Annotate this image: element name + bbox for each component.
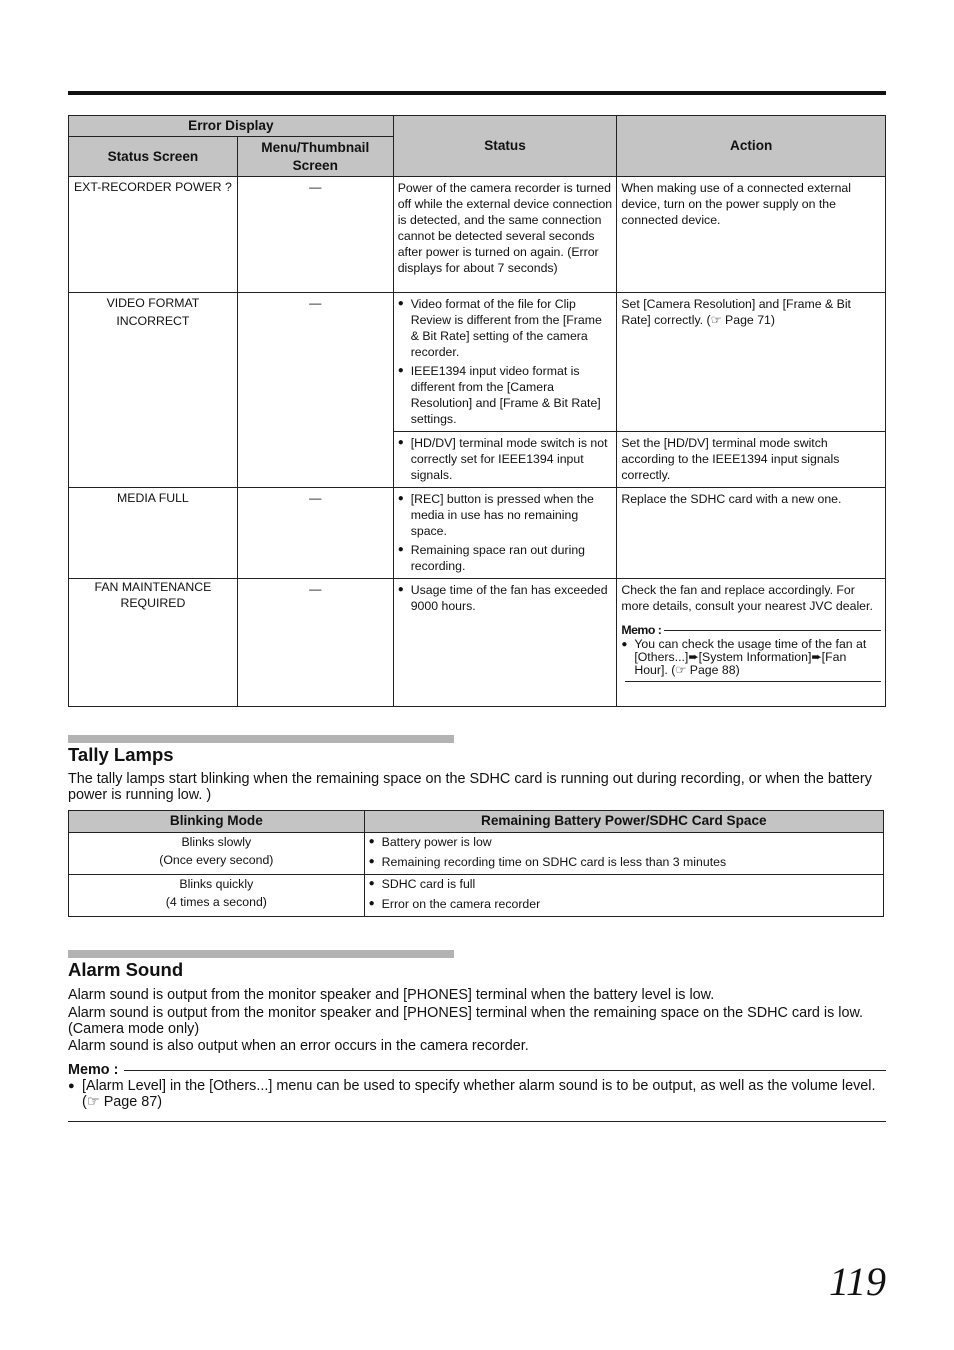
menu-cell: — bbox=[237, 177, 393, 293]
menu-cell: — bbox=[237, 488, 393, 579]
memo-bottom-rule bbox=[625, 681, 881, 682]
list-item: ● Battery power is low bbox=[369, 833, 879, 851]
action-cell bbox=[617, 579, 886, 707]
table-row bbox=[69, 293, 886, 432]
action-text: Check the fan and replace accordingly. For more details, consult your nearest JVC dealer. bbox=[621, 583, 873, 613]
list-item: ● Remaining space ran out during recording. bbox=[398, 542, 613, 574]
action-cell: When making use of a connected external device, turn on the power supply on the connected device. bbox=[617, 177, 886, 293]
alarm-memo bbox=[68, 1062, 886, 1110]
status-screen-cell: FAN MAINTENANCE REQUIRED bbox=[69, 579, 238, 707]
status-cell bbox=[393, 488, 617, 579]
tally-lamps-heading: Tally Lamps bbox=[68, 744, 174, 765]
list-item: ● SDHC card is full bbox=[369, 875, 879, 893]
table-row bbox=[69, 579, 886, 707]
mode-line: (4 times a second) bbox=[165, 895, 267, 909]
section-bar bbox=[68, 735, 454, 743]
mode-line: Blinks slowly bbox=[181, 835, 252, 849]
header-action: Action bbox=[617, 116, 886, 177]
list-item: ● Error on the camera recorder bbox=[369, 895, 879, 913]
status-cell bbox=[393, 579, 617, 707]
memo-bottom-rule bbox=[68, 1121, 886, 1122]
top-rule bbox=[68, 91, 886, 95]
menu-cell: — bbox=[237, 579, 393, 707]
list-item: ● [REC] button is pressed when the media in use has no remaining space. bbox=[398, 491, 613, 539]
list-item: ● [Alarm Level] in the [Others...] menu can be used to specify whether alarm sound is to be output, as well as the volume level. (☞ Page 87) bbox=[68, 1078, 886, 1110]
alarm-paragraph: Alarm sound is also output when an error occurs in the camera recorder. bbox=[68, 1038, 529, 1054]
header-status-screen: Status Screen bbox=[69, 137, 238, 177]
list-item: ● You can check the usage time of the fan at [Others...]➨[System Information]➨[Fan Hour]. (☞ Page 88) bbox=[621, 638, 881, 677]
action-cell: Set the [HD/DV] terminal mode switch according to the IEEE1394 input signals correctly. bbox=[617, 432, 886, 488]
memo-rule bbox=[664, 630, 881, 631]
remaining-cell bbox=[364, 833, 883, 875]
alarm-sound-heading: Alarm Sound bbox=[68, 959, 184, 980]
list-item: ● Usage time of the fan has exceeded 9000 hours. bbox=[398, 582, 613, 614]
blinking-mode-cell bbox=[69, 833, 365, 875]
header-menu-thumbnail: Menu/Thumbnail Screen bbox=[237, 137, 393, 177]
header-error-display: Error Display bbox=[69, 116, 394, 137]
tally-intro: The tally lamps start blinking when the remaining space on the SDHC card is running out during recording, or when the battery power is running low. ) bbox=[68, 771, 872, 803]
table-row bbox=[69, 875, 884, 917]
memo-label: Memo : bbox=[68, 1062, 119, 1078]
mode-line: (Once every second) bbox=[159, 853, 274, 867]
list-item: ● Remaining recording time on SDHC card is less than 3 minutes bbox=[369, 853, 879, 871]
table-row bbox=[69, 833, 884, 875]
section-bar bbox=[68, 950, 454, 958]
memo-heading bbox=[621, 622, 881, 638]
mode-line: Blinks quickly bbox=[179, 877, 254, 891]
status-cell bbox=[393, 293, 617, 432]
memo-box bbox=[621, 622, 881, 682]
table-row bbox=[69, 488, 886, 579]
action-cell: Set [Camera Resolution] and [Frame & Bit Rate] correctly. (☞ Page 71) bbox=[617, 293, 886, 432]
error-display-table bbox=[68, 115, 886, 707]
status-screen-cell: EXT-RECORDER POWER ? bbox=[69, 177, 238, 293]
tally-lamps-table bbox=[68, 810, 884, 917]
alarm-paragraph: Alarm sound is output from the monitor speaker and [PHONES] terminal when the battery level is low. bbox=[68, 987, 715, 1003]
header-blinking-mode: Blinking Mode bbox=[69, 811, 365, 833]
memo-label: Memo : bbox=[621, 623, 662, 637]
page-number: 119 bbox=[828, 1259, 886, 1304]
blinking-mode-cell bbox=[69, 875, 365, 917]
memo-rule bbox=[124, 1070, 886, 1071]
header-remaining: Remaining Battery Power/SDHC Card Space bbox=[364, 811, 883, 833]
status-screen-cell: MEDIA FULL bbox=[69, 488, 238, 579]
status-cell: Power of the camera recorder is turned off while the external device connection is detected, and the same connection cannot be detected several seconds after power is turned on again. (Error displays for about 7 seconds) bbox=[393, 177, 617, 293]
list-item: ● IEEE1394 input video format is different from the [Camera Resolution] and [Frame & Bit Rate] settings. bbox=[398, 363, 613, 427]
status-cell bbox=[393, 432, 617, 488]
menu-cell: — bbox=[237, 293, 393, 488]
action-cell: Replace the SDHC card with a new one. bbox=[617, 488, 886, 579]
table-row bbox=[69, 177, 886, 293]
alarm-paragraph: Alarm sound is output from the monitor speaker and [PHONES] terminal when the remaining space on the SDHC card is low. (Camera mode only) bbox=[68, 1005, 864, 1037]
list-item: ● [HD/DV] terminal mode switch is not correctly set for IEEE1394 input signals. bbox=[398, 435, 613, 483]
list-item: ● Video format of the file for Clip Review is different from the [Frame & Bit Rate] setting of the camera recorder. bbox=[398, 296, 613, 360]
remaining-cell bbox=[364, 875, 883, 917]
memo-heading bbox=[68, 1062, 886, 1078]
header-status: Status bbox=[393, 116, 617, 177]
status-screen-cell: VIDEO FORMAT INCORRECT bbox=[69, 293, 238, 488]
